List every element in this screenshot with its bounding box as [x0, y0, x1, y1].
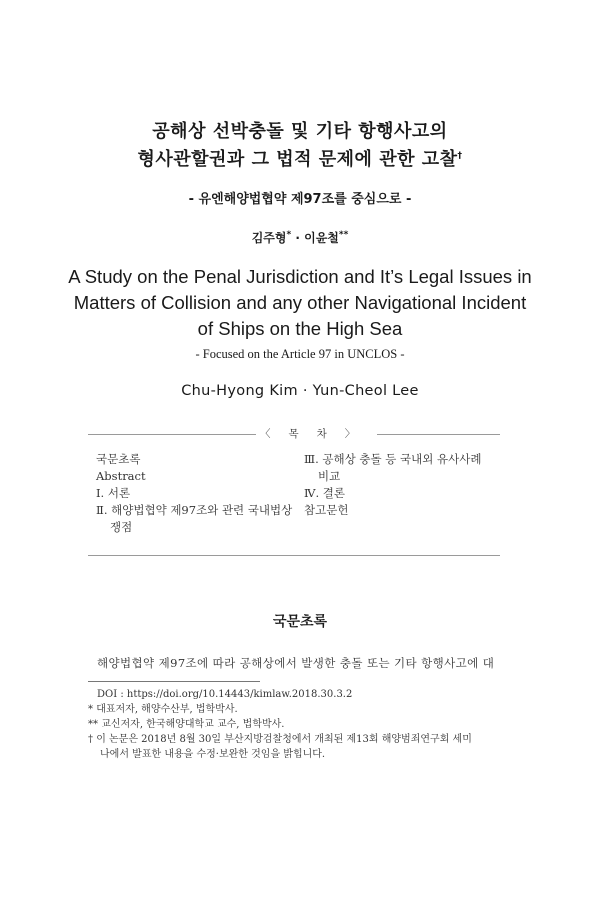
toc-item-introduction[interactable]: Ⅰ. 서론 — [96, 486, 131, 500]
korean-authors — [0, 229, 600, 246]
toc-item-section3-cont[interactable]: 비교 — [318, 469, 341, 483]
footnote-doi[interactable]: DOI : https://doi.org/10.14443/kimlaw.2018.30.3.2 — [97, 689, 353, 700]
footnote-3-line2: 나에서 발표한 내용을 수정·보완한 것임을 밝힙니다. — [100, 749, 326, 760]
english-subtitle: - Focused on the Article 97 in UNCLOS - — [195, 347, 405, 361]
korean-title-line2-text: 형사관할권과 그 법적 문제에 관한 고찰 — [137, 149, 458, 170]
footnote-2-text: 교신저자, 한국해양대학교 교수, 법학박사. — [101, 719, 285, 730]
toc-item-references[interactable]: 참고문헌 — [304, 503, 349, 517]
footnote-1-mark: * — [88, 704, 93, 715]
title-footnote-mark: † — [457, 151, 463, 161]
toc-heading: 〈목차〉 — [256, 426, 377, 441]
english-title-line1: A Study on the Penal Jurisdiction and It’s Legal Issues in — [68, 266, 532, 287]
toc-item-section2[interactable]: Ⅱ. 해양법협약 제97조와 관련 국내법상 — [96, 503, 293, 517]
toc-item-section3[interactable]: Ⅲ. 공해상 충돌 등 국내외 유사사례 — [304, 452, 482, 466]
author1-name-ko: 김주형 — [251, 231, 287, 245]
english-authors: Chu-Hyong Kim · Yun-Cheol Lee — [181, 383, 419, 399]
footnote-3-text-line1: 이 논문은 2018년 8월 30일 부산지방검찰청에서 개최된 제13회 해양범죄연구회 세미 — [96, 734, 472, 745]
korean-title-line2 — [0, 145, 600, 171]
english-title-line2: Matters of Collision and any other Navigational Incident — [73, 292, 527, 313]
author1-mark: * — [286, 230, 292, 240]
footnote-2-mark: ** — [88, 719, 98, 730]
footnote-divider — [88, 681, 260, 682]
abstract-body-line: 해양법협약 제97조에 따라 공해상에서 발생한 충돌 또는 기타 항행사고에 대 — [97, 656, 495, 670]
english-title — [0, 264, 600, 342]
toc-item-conclusion[interactable]: Ⅳ. 결론 — [304, 486, 346, 500]
table-of-contents — [88, 428, 500, 556]
english-title-line3: of Ships on the High Sea — [197, 318, 403, 339]
footnote-3-mark: † — [88, 734, 93, 745]
toc-item-abstract-en[interactable]: Abstract — [96, 469, 146, 483]
toc-item-abstract-ko[interactable]: 국문초록 — [96, 452, 141, 466]
korean-title-line1: 공해상 선박충돌 및 기타 항행사고의 — [152, 121, 448, 142]
korean-subtitle: - 유엔해양법협약 제97조를 중심으로 - — [188, 192, 412, 207]
footnote-1 — [88, 702, 238, 717]
author2-mark: ** — [338, 230, 349, 240]
toc-right-column — [304, 451, 481, 519]
author2-name-ko: 이윤철 — [304, 231, 339, 245]
toc-item-section2-cont[interactable]: 쟁점 — [110, 520, 133, 534]
toc-left-column — [96, 451, 292, 536]
abstract-heading: 국문초록 — [272, 614, 328, 630]
author-separator: · — [291, 231, 305, 245]
footnote-1-text: 대표저자, 해양수산부, 법학박사. — [96, 704, 238, 715]
footnote-3 — [88, 732, 472, 747]
footnote-2 — [88, 717, 284, 732]
